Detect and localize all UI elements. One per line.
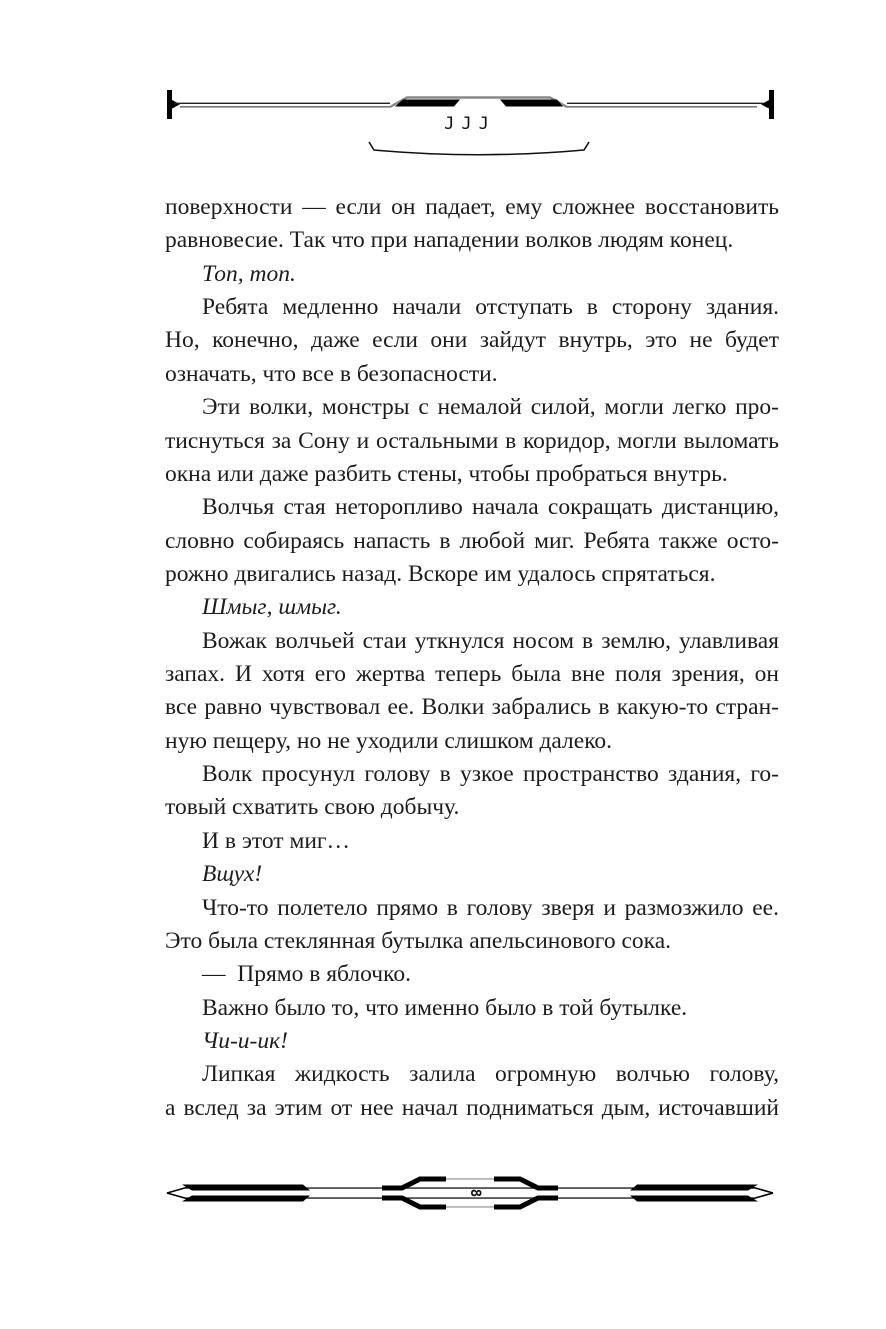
- text-line: запах. И хотя его жертва теперь была вне поля зрения, он: [165, 661, 779, 688]
- text-line: Эти волки, монстры с немалой силой, могли легко про-: [202, 394, 779, 421]
- text-line: а вслед за этим от нее начал подниматься дым, источавший: [165, 1094, 779, 1121]
- text-line: товый схватить свою добычу.: [165, 794, 460, 821]
- text-line: Топ, топ.: [202, 260, 296, 287]
- text-line: означать, что все в безопасности.: [165, 360, 498, 387]
- text-line: ную пещеру, но не уходили слишком далеко.: [165, 727, 613, 754]
- text-line: поверхности — если он падает, ему сложнее восстановить: [165, 194, 779, 220]
- text-line: окна или даже разбить стены, чтобы пробраться внутрь.: [165, 460, 728, 487]
- text-line: рожно двигались назад. Вскоре им удалось спрятаться.: [165, 560, 716, 587]
- text-line: словно собираясь напасть в любой миг. Ребята также осто-: [165, 527, 779, 554]
- text-line: Вщух!: [202, 861, 263, 888]
- text-line: Это была стеклянная бутылка апельсинового сока.: [165, 927, 672, 954]
- text-line: Ребята медленно начали отступать в сторону здания.: [202, 294, 779, 321]
- text-line: — Прямо в яблочко.: [202, 961, 411, 988]
- header-mark: JJJ: [444, 114, 496, 134]
- text-line: Чи-и-ик!: [202, 1027, 288, 1054]
- text-line: Липкая жидкость залила огромную волчью голову,: [202, 1061, 779, 1088]
- text-line: Что-то полетело прямо в голову зверя и размозжило ее.: [202, 894, 779, 921]
- text-line: Волчья стая неторопливо начала сокращать дистанцию,: [202, 494, 779, 521]
- text-block: [165, 191, 779, 1125]
- text-line: Но, конечно, даже если они зайдут внутрь, это не будет: [165, 327, 779, 354]
- text-line: равновесие. Так что при нападении волков людям конец.: [165, 227, 734, 254]
- text-line: тиснуться за Сону и остальными в коридор, могли выломать: [165, 427, 779, 454]
- text-line: Шмыг, шмыг.: [202, 594, 342, 621]
- text-line: Вожак волчьей стаи уткнулся носом в землю, улавливая: [202, 627, 779, 654]
- text-line: все равно чувствовал ее. Волки забрались в какую-то стран-: [165, 694, 779, 721]
- text-line: Волк просунул голову в узкое пространство здания, го-: [202, 761, 779, 788]
- text-line: И в этот миг…: [202, 827, 351, 854]
- text-line: Важно было то, что именно было в той бутылке.: [202, 994, 688, 1021]
- page-number: 8: [467, 1188, 483, 1198]
